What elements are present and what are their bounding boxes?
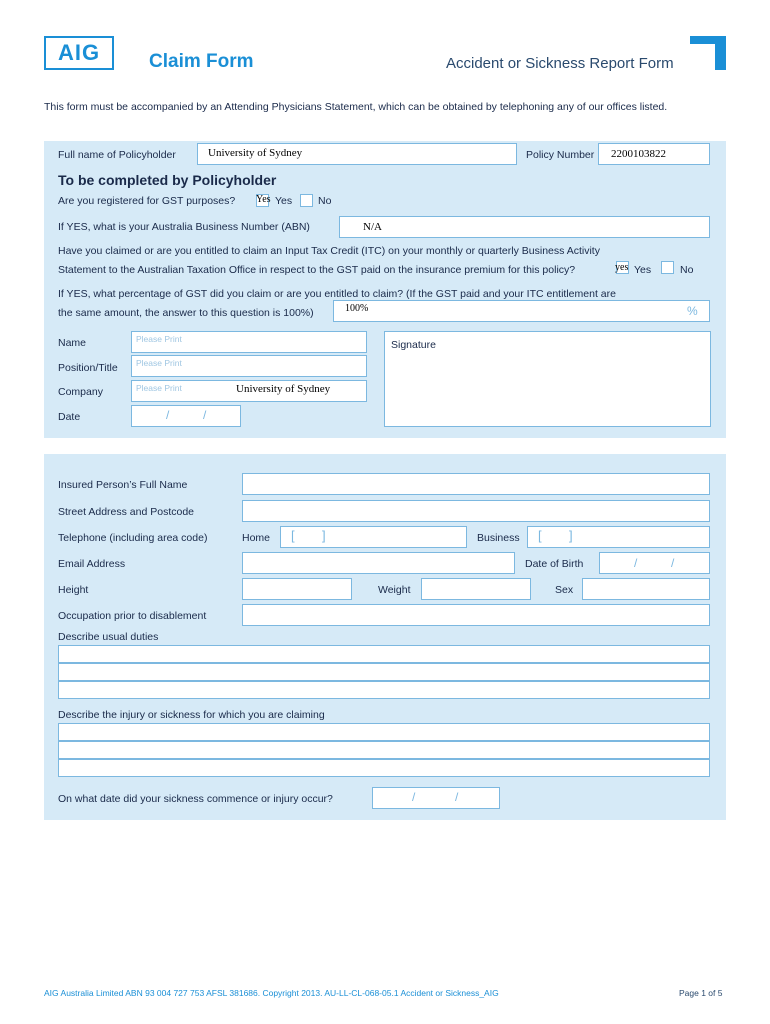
itc-question-line1: Have you claimed or are you entitled to claim an Input Tax Credit (ITC) on your monthly or quarterly Business Activity [58,245,600,257]
full-name-label: Full name of Policyholder [58,149,176,161]
date-label: Date [58,411,81,423]
business-area-bracket-close: ] [569,528,573,543]
sex-label: Sex [555,584,574,596]
date-slash-2: / [203,408,207,422]
home-area-bracket-open: [ [291,528,295,543]
occupation-field[interactable] [242,604,710,626]
abn-field[interactable] [339,216,710,238]
home-label: Home [242,532,271,544]
duties-line-1[interactable] [58,645,710,663]
intro-text: This form must be accompanied by an Attending Physicians Statement, which can be obtained by telephoning any of our offices listed. [44,101,668,113]
insured-name-field[interactable] [242,473,710,495]
corner-mark-icon [690,36,726,70]
injury-line-2[interactable] [58,741,710,759]
pct-question-line2: the same amount, the answer to this question is 100%) [58,307,314,319]
injury-line-1[interactable] [58,723,710,741]
form-title: Claim Form [149,51,254,72]
commence-label: On what date did your sickness commence or injury occur? [58,793,333,805]
telephone-label: Telephone (including area code) [58,532,208,544]
date-field[interactable] [131,405,241,427]
duties-label: Describe usual duties [58,631,159,643]
policy-number-value: 2200103822 [611,148,666,160]
report-title: Accident or Sickness Report Form [446,55,674,72]
abn-value: N/A [363,221,382,233]
address-field[interactable] [242,500,710,522]
home-area-bracket-close: ] [322,528,326,543]
occupation-label: Occupation prior to disablement [58,610,207,622]
company-label: Company [58,386,103,398]
full-name-value: University of Sydney [208,147,303,159]
abn-question: If YES, what is your Australia Business Number (ABN) [58,221,310,233]
name-label: Name [58,337,87,349]
pct-question-line1: If YES, what percentage of GST did you claim or are you entitled to claim? (If the GST paid and your ITC entitlement are [58,288,616,300]
company-value: University of Sydney [236,383,331,395]
gst-yes-label: Yes [275,195,293,207]
position-placeholder: Please Print [136,358,182,368]
email-field[interactable] [242,552,515,574]
itc-no-label: No [680,264,694,276]
section1-heading: To be completed by Policyholder [58,172,277,188]
weight-field[interactable] [421,578,531,600]
height-field[interactable] [242,578,352,600]
gst-yes-mark: Yes [256,194,271,205]
dob-slash-1: / [634,556,638,570]
business-label: Business [477,532,520,544]
page-number: Page 1 of 5 [679,988,723,998]
weight-label: Weight [378,584,411,596]
dob-slash-2: / [671,556,675,570]
pct-value: 100% [345,303,369,314]
dob-label: Date of Birth [525,558,584,570]
dob-field[interactable] [599,552,710,574]
company-placeholder: Please Print [136,383,182,393]
commence-slash-1: / [412,790,416,804]
name-placeholder: Please Print [136,334,182,344]
duties-line-3[interactable] [58,681,710,699]
business-area-bracket-open: [ [538,528,542,543]
aig-logo: AIG [44,36,114,70]
height-label: Height [58,584,89,596]
insured-name-label: Insured Person’s Full Name [58,479,188,491]
gst-no-checkbox[interactable] [300,194,313,207]
commence-slash-2: / [455,790,459,804]
gst-question: Are you registered for GST purposes? [58,195,236,207]
duties-line-2[interactable] [58,663,710,681]
itc-no-checkbox[interactable] [661,261,674,274]
date-slash-1: / [166,408,170,422]
injury-line-3[interactable] [58,759,710,777]
business-phone-field[interactable] [527,526,710,548]
injury-label: Describe the injury or sickness for which you are claiming [58,709,325,721]
position-label: Position/Title [58,362,118,374]
address-label: Street Address and Postcode [58,506,195,518]
policy-number-label: Policy Number [526,149,595,161]
itc-yes-mark: yes [615,262,629,273]
home-phone-field[interactable] [280,526,467,548]
email-label: Email Address [58,558,126,570]
gst-no-label: No [318,195,332,207]
footer-legal: AIG Australia Limited ABN 93 004 727 753 AFSL 381686. Copyright 2013. AU-LL-CL-068-05.1 Accident or Sickness_AIG [44,988,499,998]
sex-field[interactable] [582,578,710,600]
signature-label: Signature [391,339,436,351]
itc-yes-label: Yes [634,264,652,276]
pct-symbol: % [687,304,698,318]
pct-field[interactable] [333,300,710,322]
commence-date-field[interactable] [372,787,500,809]
itc-question-line2: Statement to the Australian Taxation Office in respect to the GST paid on the insurance premium for this policy? [58,264,576,276]
